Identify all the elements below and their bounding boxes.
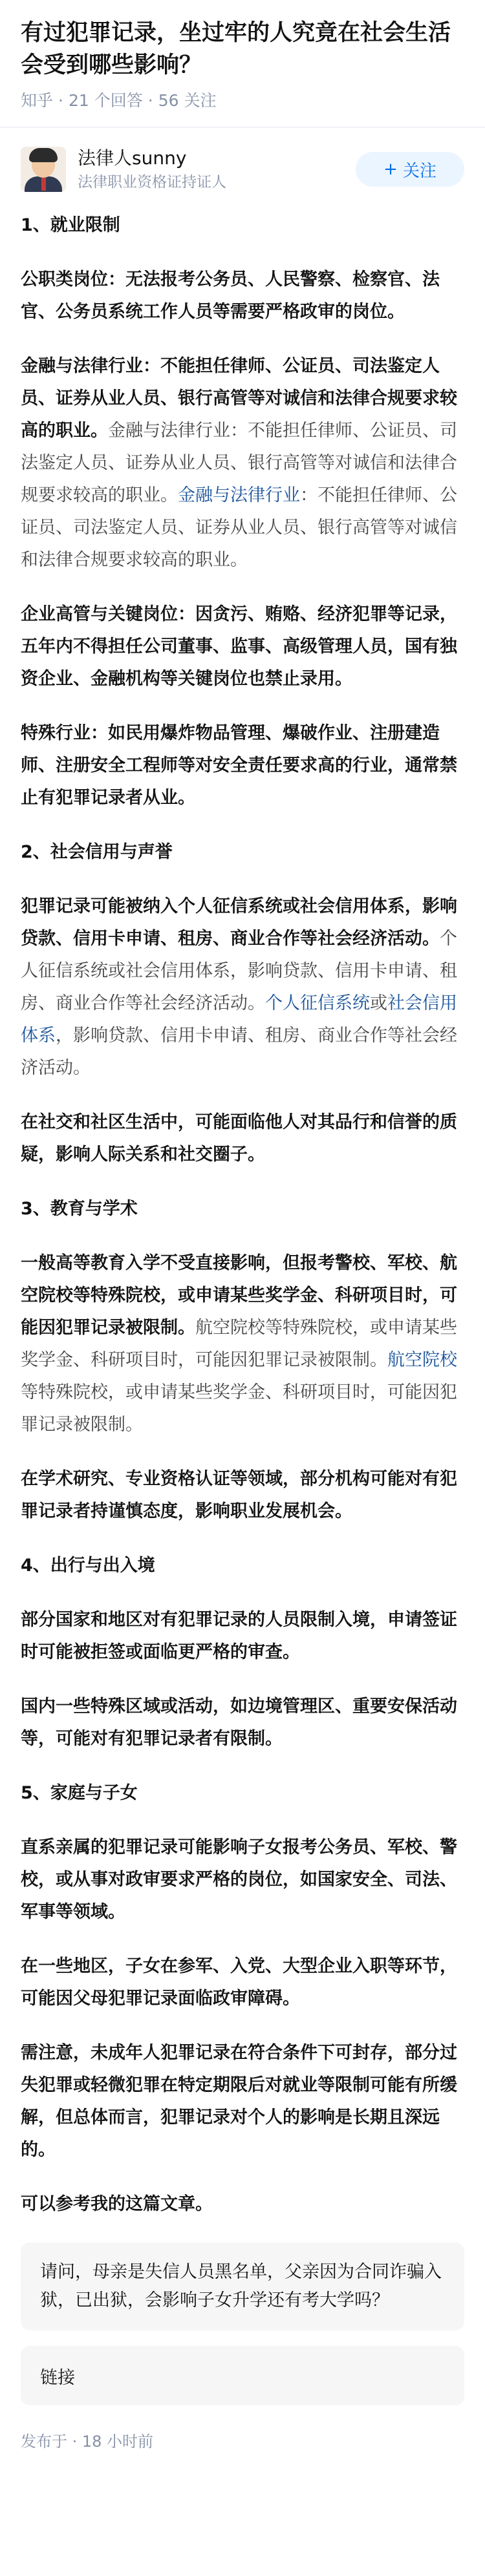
avatar-tie [41,178,46,191]
quoted-question-text: 请问，母亲是失信人员黑名单，父亲因为合同诈骗入狱，已出狱，会影响子女升学还有考大学吗？ [40,2262,442,2310]
credit-tail: ，影响贷款、信用卡申请、租房、商业合作等社会经济活动。 [21,1026,457,1078]
paragraph-social: 在社交和社区生活中，可能面临他人对其品行和信誉的质疑，影响人际关系和社交圈子。 [21,1112,457,1165]
credit-link-personal[interactable]: 个人征信系统 [265,993,370,1013]
link-card-label: 链接 [40,2367,75,2388]
author-badge: 法律职业资格证持证人 [78,174,226,191]
follow-label: 关注 [402,161,436,181]
quoted-question-card[interactable] [21,2243,464,2330]
follow-button[interactable] [356,152,464,187]
paragraph-domestic-areas: 国内一些特殊区域或活动，如边境管理区、重要安保活动等，可能对有犯罪记录者有限制。 [21,1696,457,1749]
avatar[interactable] [21,147,66,192]
credit-or: 或 [370,993,387,1013]
paragraph-finance-law [21,350,464,576]
education-bold: 一般高等教育入学不受直接影响，但报考警校、军校、航空院校等特殊院校，或申请某些奖学金、科研项目时，可能因犯罪记录被限制。 [21,1253,457,1338]
question-meta [21,89,464,112]
finance-law-repeat: 金融与法律行业：不能担任律师、公证员、司法鉴定人员、证券从业人员、银行高管等对诚信和法律合规要求较高的职业。 [21,421,457,505]
author-row [0,128,485,196]
publish-time: 发布于 · 18 小时前 [21,2433,154,2451]
section-heading-1: 1、就业限制 [21,215,120,235]
paragraph-note: 需注意，未成年人犯罪记录在符合条件下可封存，部分过失犯罪或轻微犯罪在特定期限后对就业等限制可能有所缓解，但总体而言，犯罪记录对个人的影响是长期且深远的。 [21,2043,457,2160]
question-answers-count[interactable]: 21 个回答 [68,91,143,110]
education-tail: 等特殊院校，或申请某些奖学金、科研项目时，可能因犯罪记录被限制。 [21,1382,457,1435]
finance-law-link[interactable]: 金融与法律行业 [178,485,300,505]
credit-repeat: 个人征信系统或社会信用体系，影响贷款、信用卡申请、租房、商业合作等社会经济活动。 [21,929,457,1013]
finance-law-tail: ：不能担任律师、公证员、司法鉴定人员、证券从业人员、银行高管等对诚信和法律合规要求较高的职业。 [21,485,457,570]
answer-content [0,196,485,2221]
paragraph-reference: 可以参考我的这篇文章。 [21,2194,213,2214]
paragraph-special-industry: 特殊行业：如民用爆炸物品管理、爆破作业、注册建造师、注册安全工程师等对安全责任要求高的行业，通常禁止有犯罪记录者从业。 [21,723,457,808]
author-name[interactable]: 法律人sunny [78,147,187,169]
section-heading-5: 5、家庭与子女 [21,1783,138,1803]
author-info [78,146,356,193]
education-repeat: 航空院校等特殊院校，或申请某些奖学金、科研项目时，可能因犯罪记录被限制。 [21,1318,457,1370]
section-heading-3: 3、教育与学术 [21,1199,138,1219]
paragraph-children-review: 在一些地区，子女在参军、入党、大型企业入职等环节，可能因父母犯罪记录面临政审障碍。 [21,1956,457,2009]
paragraph-credit [21,891,464,1084]
meta-dot-2: · [147,91,153,110]
finance-law-bold: 金融与法律行业：不能担任律师、公证员、司法鉴定人员、证券从业人员、银行高管等对诚信和法律合规要求较高的职业。 [21,356,457,441]
plus-icon: + [383,160,398,179]
paragraph-academic: 在学术研究、专业资格认证等领域，部分机构可能对有犯罪记录者持谨慎态度，影响职业发展机会。 [21,1469,457,1521]
question-title[interactable]: 有过犯罪记录，坐过牢的人究竟在社会生活会受到哪些影响？ [21,20,451,78]
paragraph-entry: 部分国家和地区对有犯罪记录的人员限制入境，申请签证时可能被拒签或面临更严格的审查。 [21,1610,457,1662]
question-source[interactable]: 知乎 [21,91,54,110]
paragraph-education [21,1247,464,1441]
paragraph-executives: 企业高管与关键岗位：因贪污、贿赂、经济犯罪等记录，五年内不得担任公司董事、监事、高级管理人员，国有独资企业、金融机构等关键岗位也禁止录用。 [21,604,457,689]
section-heading-2: 2、社会信用与声誉 [21,842,173,862]
education-link-aviation[interactable]: 航空院校 [387,1350,457,1370]
section-heading-4: 4、出行与出入境 [21,1556,155,1576]
avatar-hair [29,148,58,162]
meta-dot-1: · [58,91,63,110]
link-card[interactable] [21,2346,464,2405]
credit-bold: 犯罪记录可能被纳入个人征信系统或社会信用体系，影响贷款、信用卡申请、租房、商业合作等社会经济活动。 [21,896,457,949]
question-header [0,0,485,112]
question-follows-count: 56 关注 [158,91,217,110]
paragraph-public-jobs: 公职类岗位：无法报考公务员、人民警察、检察官、法官、公务员系统工作人员等需要严格政审的岗位。 [21,269,440,322]
credit-link-social[interactable]: 社会信用体系 [21,993,457,1046]
paragraph-relatives: 直系亲属的犯罪记录可能影响子女报考公务员、军校、警校，或从事对政审要求严格的岗位，如国家安全、司法、军事等领域。 [21,1837,457,1922]
